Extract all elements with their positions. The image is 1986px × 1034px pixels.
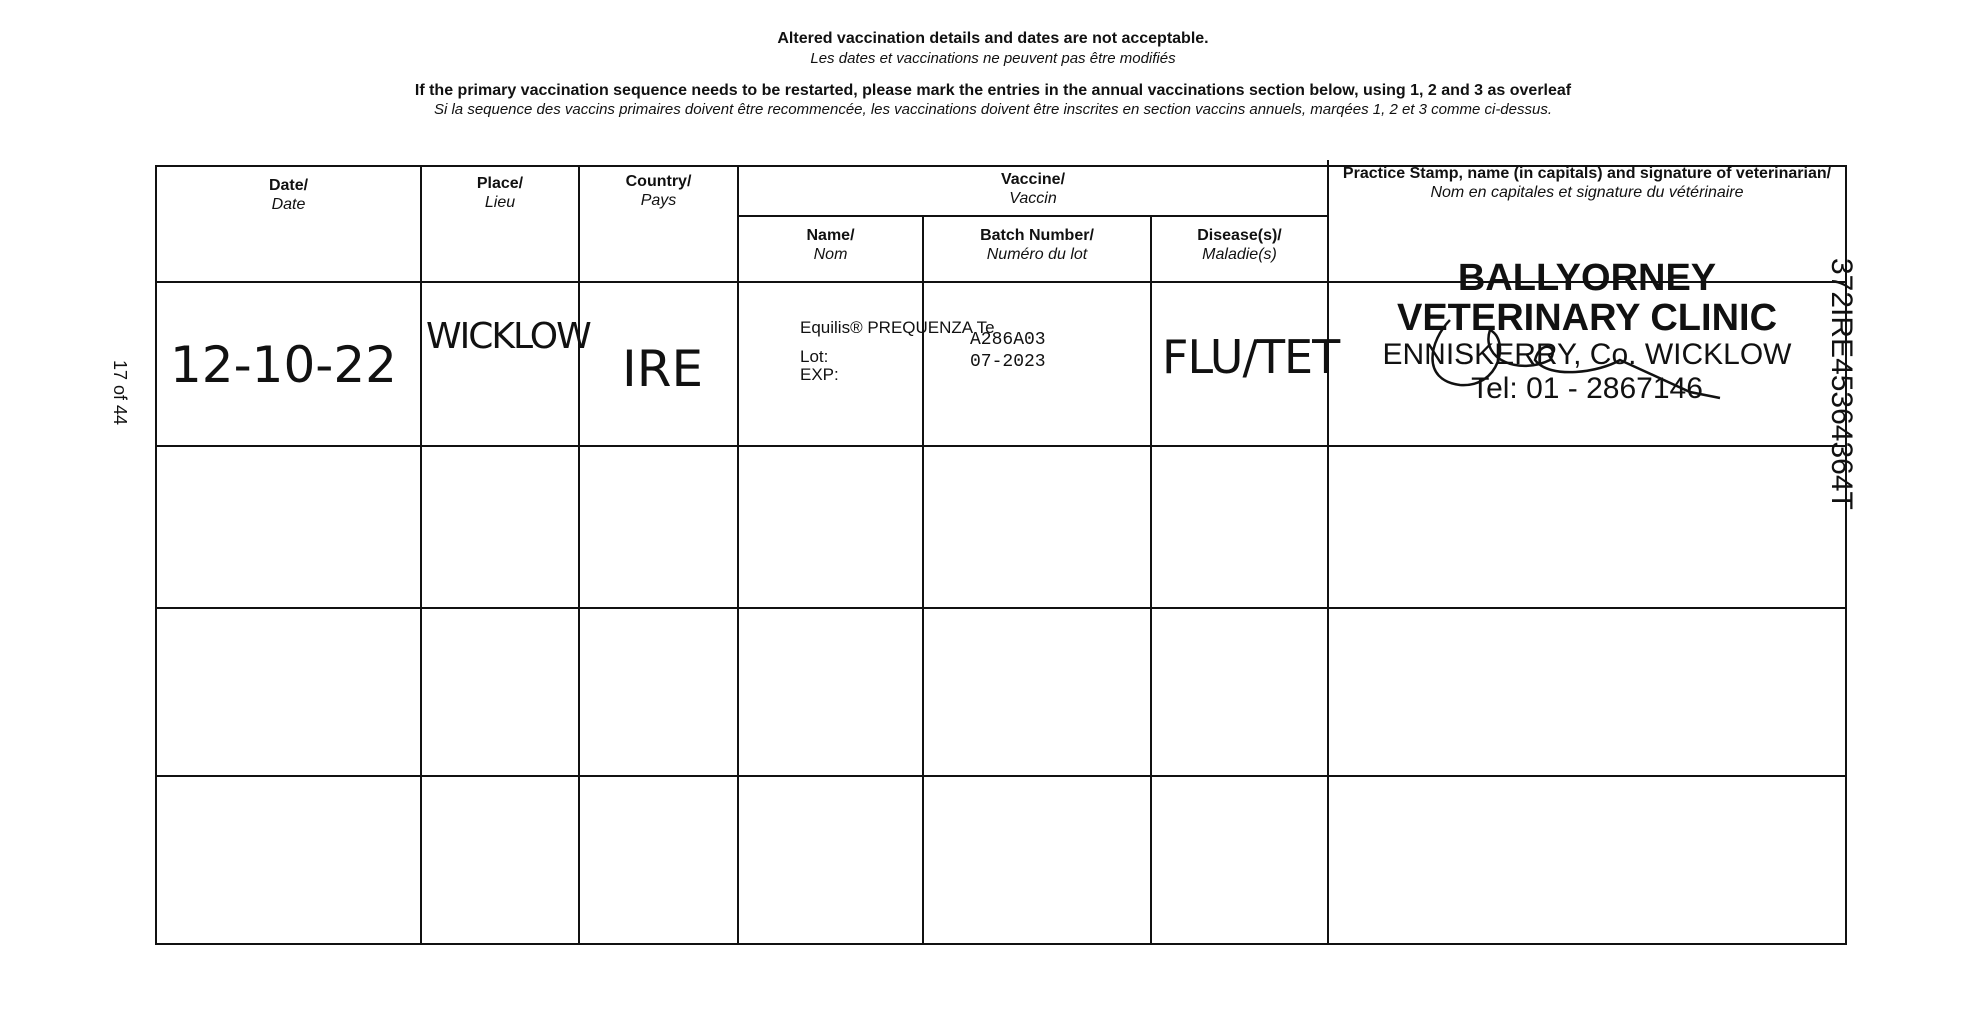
notice-altered-fr: Les dates et vaccinations ne peuvent pas être modifiés	[810, 50, 1176, 67]
header-vaccine-name: Name/ Nom	[806, 227, 855, 263]
vaccine-label-name: Equilis® PREQUENZA Te	[800, 318, 995, 337]
stamp-phone: Tel: 01 - 2867146	[1471, 372, 1703, 405]
batch-expiry: 07-2023	[970, 352, 1046, 372]
entry-country: IRE	[622, 340, 704, 398]
header-place: Place/ Lieu	[476, 175, 524, 211]
notice-restart-en: If the primary vaccination sequence needs to be restarted, please mark the entries in the annual vaccinations section below, using 1, 2 and 3 as overleaf	[414, 82, 1572, 99]
entry-disease: FLU/TET	[1162, 330, 1340, 384]
veterinarian-signature	[1390, 300, 1750, 410]
stamp-practice-type: VETERINARY CLINIC	[1396, 297, 1778, 339]
header-practice-stamp: Practice Stamp, name (in capitals) and signature of veterinarian/ Nom en capitales et signature du vétérinaire	[1342, 165, 1832, 201]
header-diseases: Disease(s)/ Maladie(s)	[1197, 227, 1282, 263]
batch-lot-number: A286A03	[970, 330, 1046, 350]
header-vaccine: Vaccine/ Vaccin	[1000, 171, 1066, 207]
vaccine-label-lot: Lot:	[800, 347, 829, 366]
document-id: 372IRE45364364T	[1825, 258, 1858, 510]
header-country: Country/ Pays	[625, 173, 692, 209]
notice-restart-fr: Si la sequence des vaccins primaires doivent être recommencée, les vaccinations doivent être inscrites en section vaccins annuels, marqées 1, 2 et 3 comme ci-dessus.	[433, 101, 1553, 118]
stamp-practice-name: BALLYORNEY	[1457, 257, 1717, 299]
header-batch-number: Batch Number/ Numéro du lot	[980, 227, 1094, 263]
entry-date: 12-10-22	[170, 336, 397, 394]
header-date: Date/ Date	[268, 177, 309, 213]
vaccine-label-exp: EXP:	[800, 365, 839, 384]
page-number: 17 of 44	[110, 360, 130, 426]
entry-place: WICKLOW	[426, 316, 590, 357]
stamp-address: ENNISKERRY, Co. WICKLOW	[1382, 338, 1792, 371]
notice-altered-en: Altered vaccination details and dates are not acceptable.	[777, 30, 1209, 47]
